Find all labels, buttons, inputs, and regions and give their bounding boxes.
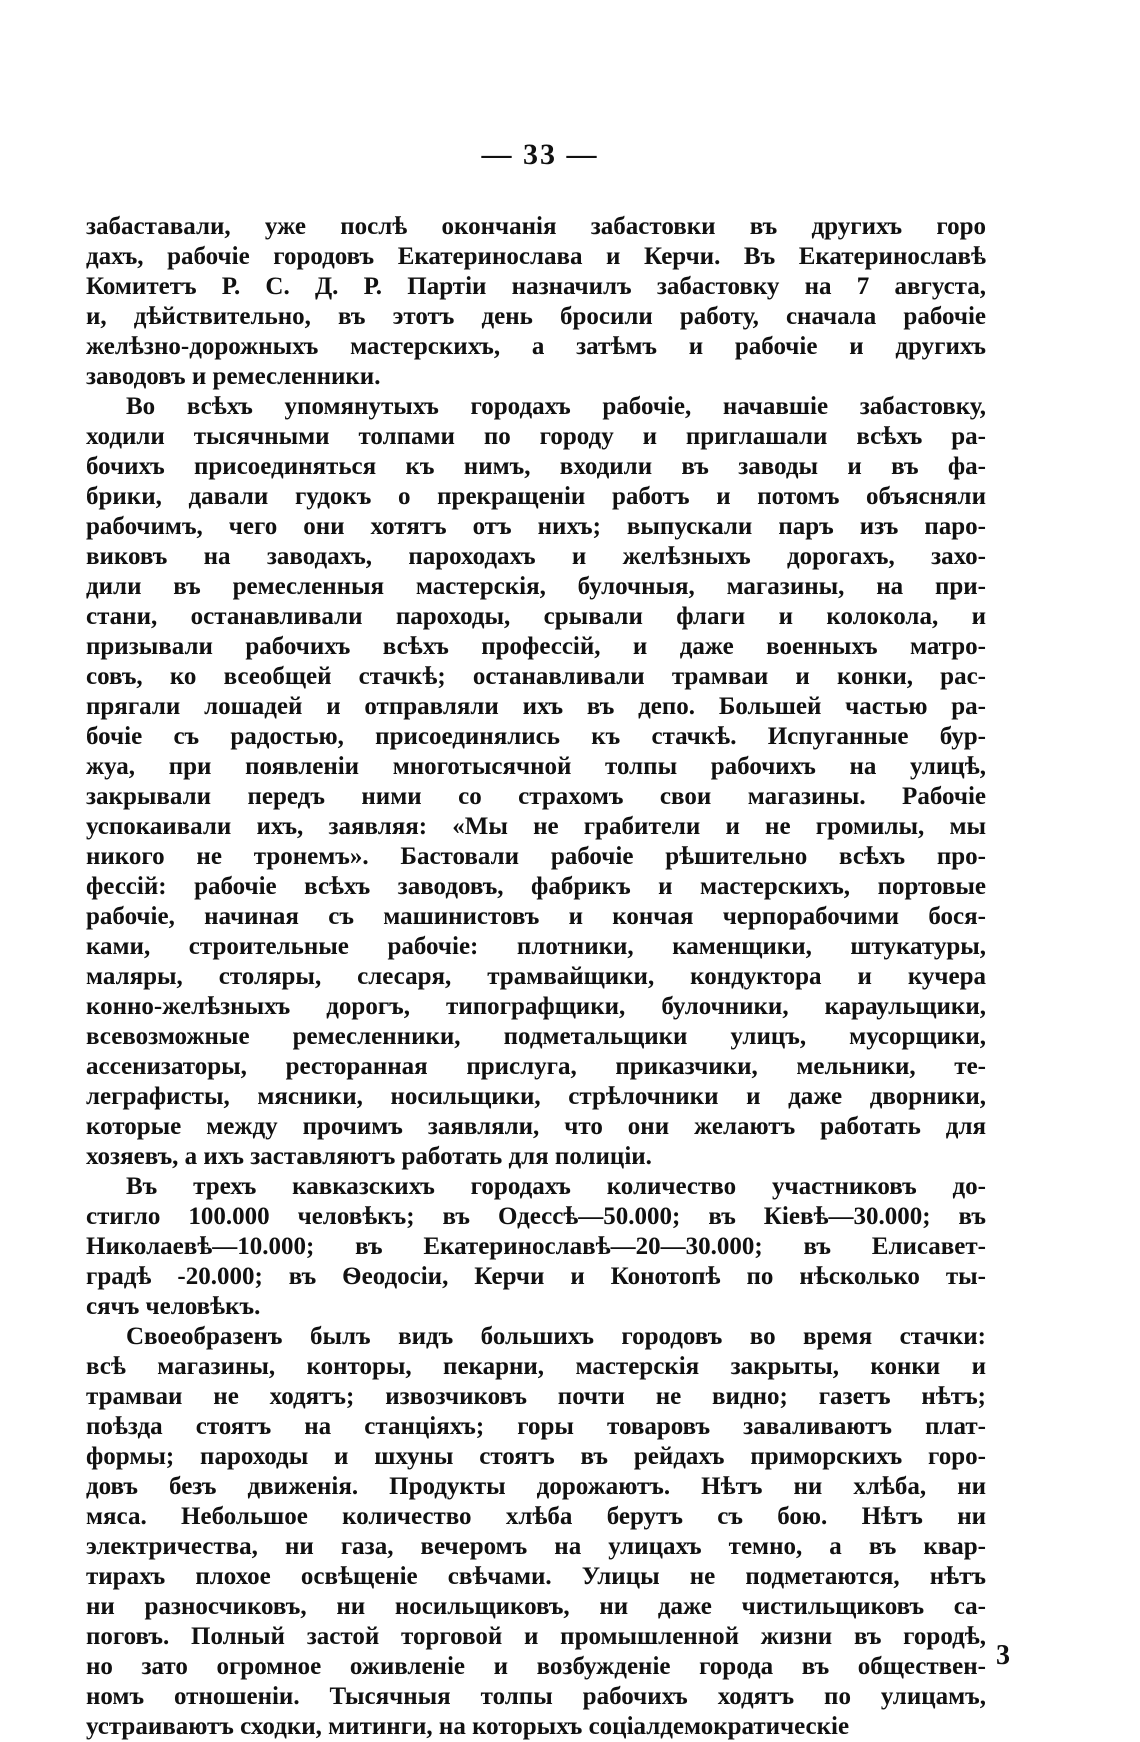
text-line: всѣ магазины, конторы, пекарни, мастерскія закрыты, конки и (86, 1353, 986, 1380)
text-line: дили въ ремесленныя мастерскія, булочныя, магазины, на при- (86, 573, 986, 600)
text-line: виковъ на заводахъ, пароходахъ и желѣзныхъ дорогахъ, захо- (86, 543, 986, 570)
text-line: мяса. Небольшое количество хлѣба берутъ съ бою. Нѣтъ ни (86, 1503, 986, 1530)
text-line: призывали рабочихъ всѣхъ профессій, и даже военныхъ матро- (86, 633, 986, 660)
text-line: брики, давали гудокъ о прекращеніи работъ и потомъ объясняли (86, 483, 986, 510)
text-line: поговъ. Полный застой торговой и промышленной жизни въ городѣ, (86, 1623, 986, 1650)
text-line: успокаивали ихъ, заявляя: «Мы не грабители и не громилы, мы (86, 813, 986, 840)
text-line: заводовъ и ремесленники. (86, 363, 381, 390)
signature-mark: 3 (996, 1640, 1010, 1671)
text-line: никого не тронемъ». Бастовали рабочіе рѣшительно всѣхъ про- (86, 843, 986, 870)
text-line: стигло 100.000 человѣкъ; въ Одессѣ—50.000; въ Кіевѣ—30.000; въ (86, 1203, 986, 1230)
text-line: поѣзда стоятъ на станціяхъ; горы товаровъ заваливаютъ плат- (86, 1413, 986, 1440)
text-line: всевозможные ремесленники, подметальщики улицъ, мусорщики, (86, 1023, 986, 1050)
text-line: электричества, ни газа, вечеромъ на улицахъ темно, а въ квар- (86, 1533, 986, 1560)
text-line: закрывали передъ ними со страхомъ свои магазины. Рабочіе (86, 783, 986, 810)
text-line: ассенизаторы, ресторанная прислуга, приказчики, мельники, те- (86, 1053, 986, 1080)
paragraph (86, 1172, 986, 1322)
text-line: трамваи не ходятъ; извозчиковъ почти не видно; газетъ нѣтъ; (86, 1383, 986, 1410)
text-line: сячъ человѣкъ. (86, 1293, 261, 1320)
text-line: совъ, ко всеобщей стачкѣ; останавливали трамваи и конки, рас- (86, 663, 986, 690)
text-line: рабочіе, начиная съ машинистовъ и кончая черпорабочими бося- (86, 903, 986, 930)
text-line: довъ безъ движенія. Продукты дорожаютъ. Нѣтъ ни хлѣба, ни (86, 1473, 986, 1500)
text-line: фессій: рабочіе всѣхъ заводовъ, фабрикъ и мастерскихъ, портовые (86, 873, 986, 900)
text-line: леграфисты, мясники, носильщики, стрѣлочники и даже дворники, (86, 1083, 986, 1110)
text-line: бочихъ присоединяться къ нимъ, входили въ заводы и въ фа- (86, 453, 986, 480)
body-text (86, 212, 986, 1742)
text-line: тирахъ плохое освѣщеніе свѣчами. Улицы не подметаются, нѣтъ (86, 1563, 986, 1590)
text-line: жуа, при появленіи многотысячной толпы рабочихъ на улицѣ, (86, 753, 986, 780)
text-line: Во всѣхъ упомянутыхъ городахъ рабочіе, начавшіе забастовку, (126, 393, 986, 420)
page-number: — 33 — (481, 138, 599, 171)
text-line: и, дѣйствительно, въ этотъ день бросили работу, сначала рабочіе (86, 303, 986, 330)
text-line: Николаевѣ—10.000; въ Екатеринославѣ—20—30.000; въ Елисавет- (86, 1233, 986, 1260)
text-line: рабочимъ, чего они хотятъ отъ нихъ; выпускали паръ изъ паро- (86, 513, 986, 540)
paragraph (86, 212, 986, 392)
paragraph (86, 392, 986, 1172)
text-line: номъ отношеніи. Тысячныя толпы рабочихъ ходятъ по улицамъ, (86, 1683, 986, 1710)
text-line: Въ трехъ кавказскихъ городахъ количество участниковъ до- (126, 1173, 986, 1200)
text-line: формы; пароходы и шхуны стоятъ въ рейдахъ приморскихъ горо- (86, 1443, 986, 1470)
text-line: стани, останавливали пароходы, срывали флаги и колокола, и (86, 603, 986, 630)
text-line: ходили тысячными толпами по городу и приглашали всѣхъ ра- (86, 423, 986, 450)
text-line: устраиваютъ сходки, митинги, на которыхъ соціалдемократическіе (86, 1713, 850, 1740)
text-line: которые между прочимъ заявляли, что они желаютъ работать для (86, 1113, 986, 1140)
paragraph (86, 1322, 986, 1742)
text-line: прягали лошадей и отправляли ихъ въ депо. Большей частью ра- (86, 693, 986, 720)
text-line: Своеобразенъ былъ видъ большихъ городовъ во время стачки: (126, 1323, 986, 1350)
text-line: желѣзно-дорожныхъ мастерскихъ, а затѣмъ и рабочіе и другихъ (86, 333, 986, 360)
text-line: но зато огромное оживленіе и возбужденіе города въ обществен- (86, 1653, 986, 1680)
text-line: конно-желѣзныхъ дорогъ, типографщики, булочники, караульщики, (86, 993, 986, 1020)
text-line: ками, строительные рабочіе: плотники, каменщики, штукатуры, (86, 933, 986, 960)
text-line: маляры, столяры, слесаря, трамвайщики, кондуктора и кучера (86, 963, 986, 990)
text-line: хозяевъ, а ихъ заставляютъ работать для полиціи. (86, 1143, 652, 1170)
text-line: бочіе съ радостью, присоединялись къ стачкѣ. Испуганные бур- (86, 723, 986, 750)
text-line: ни разносчиковъ, ни носильщиковъ, ни даже чистильщиковъ са- (86, 1593, 986, 1620)
text-line: Комитетъ Р. С. Д. Р. Партіи назначилъ забастовку на 7 августа, (86, 273, 986, 300)
text-line: забаставали, уже послѣ окончанія забастовки въ другихъ горо (86, 213, 986, 240)
text-line: дахъ, рабочіе городовъ Екатеринослава и Керчи. Въ Екатеринославѣ (86, 243, 986, 270)
text-line: градѣ -20.000; въ Ѳеодосіи, Керчи и Конотопѣ по нѣсколько ты- (86, 1263, 986, 1290)
